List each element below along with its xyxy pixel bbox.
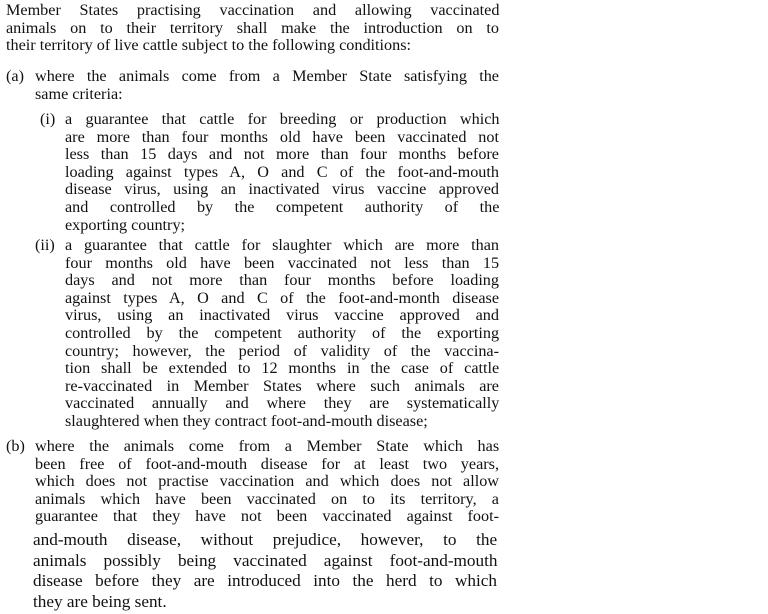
subitem-ii-line: tion shall be extended to 12 months in the case of cattle	[65, 359, 500, 378]
item-b-cont-line: animals possibly being vaccinated against foot-and-mouth	[33, 550, 498, 570]
item-b-line: where the animals come from a Member State which has	[35, 437, 500, 455]
item-b-cont-line: and-mouth disease, without prejudice, however, to the	[33, 530, 498, 549]
item-a-line: where the animals come from a Member State satisfying the	[35, 67, 499, 85]
subitem-ii-line: four months old have been vaccinated not less than 15	[65, 253, 500, 272]
subitem-i-text	[65, 111, 499, 234]
subitem-i-line: less than 15 days and not more than four months before	[65, 145, 499, 164]
item-b-line: animals which have been vaccinated on to its territory, a	[35, 489, 499, 508]
subitem-ii-text	[65, 237, 499, 431]
subitem-i-line: a guarantee that cattle for breeding or production which	[65, 110, 500, 128]
item-b-cont-line: disease before they are introduced into the herd to which	[33, 571, 497, 591]
subitem-ii-line: re-vaccinated in Member States where such animals are	[65, 376, 499, 395]
subitem-ii-line: days and not more than four months before loading	[65, 271, 499, 290]
item-b-continued	[33, 530, 497, 612]
subitem-ii-line: a guarantee that cattle for slaughter which are more than	[65, 236, 499, 254]
subitem-ii-line: country; however, the period of validity of the vaccina-	[65, 341, 499, 360]
intro-line: their territory of live cattle subject to the following conditions:	[6, 36, 412, 55]
subitem-ii-label: (ii)	[35, 236, 55, 254]
item-b-cont-line: they are being sent.	[33, 591, 167, 611]
item-b-line: which does not practise vaccination and which does not allow	[35, 472, 499, 491]
intro-line: Member States practising vaccination and allowing vaccinated	[6, 1, 500, 19]
item-a-label: (a)	[6, 67, 24, 85]
subitem-i-label: (i)	[40, 110, 56, 128]
subitem-i-line: and controlled by the competent authority of the	[65, 197, 500, 216]
subitem-i-line: disease virus, using an inactivated virus vaccine approved	[65, 180, 499, 199]
subitem-ii-line: virus, using an inactivated virus vaccine approved and	[65, 306, 499, 325]
subitem-i-line: exporting country;	[65, 215, 186, 234]
subitem-ii-line: slaughtered when they contract foot-and-mouth disease;	[65, 411, 428, 430]
intro-paragraph	[6, 2, 499, 55]
subitem-i-line: loading against types A, O and C of the foot-and-mouth	[65, 162, 499, 181]
subitem-ii-line: controlled by the competent authority of the exporting	[65, 323, 500, 342]
subitem-ii-line: against types A, O and C of the foot-and-month disease	[65, 288, 499, 307]
item-b-line: guarantee that they have not been vaccinated against foot-	[35, 507, 499, 526]
intro-line: animals on to their territory shall make the introduction on to	[6, 18, 499, 37]
item-b-line: been free of foot-and-mouth disease for at least two years,	[35, 454, 499, 473]
subitem-i-line: are more than four months old have been vaccinated not	[65, 127, 499, 146]
item-b-text	[35, 438, 499, 526]
item-a-line: same criteria:	[35, 84, 123, 103]
item-a-text	[35, 68, 499, 103]
item-b-label: (b)	[6, 437, 25, 455]
subitem-ii-line: vaccinated annually and where they are systematically	[65, 394, 500, 413]
